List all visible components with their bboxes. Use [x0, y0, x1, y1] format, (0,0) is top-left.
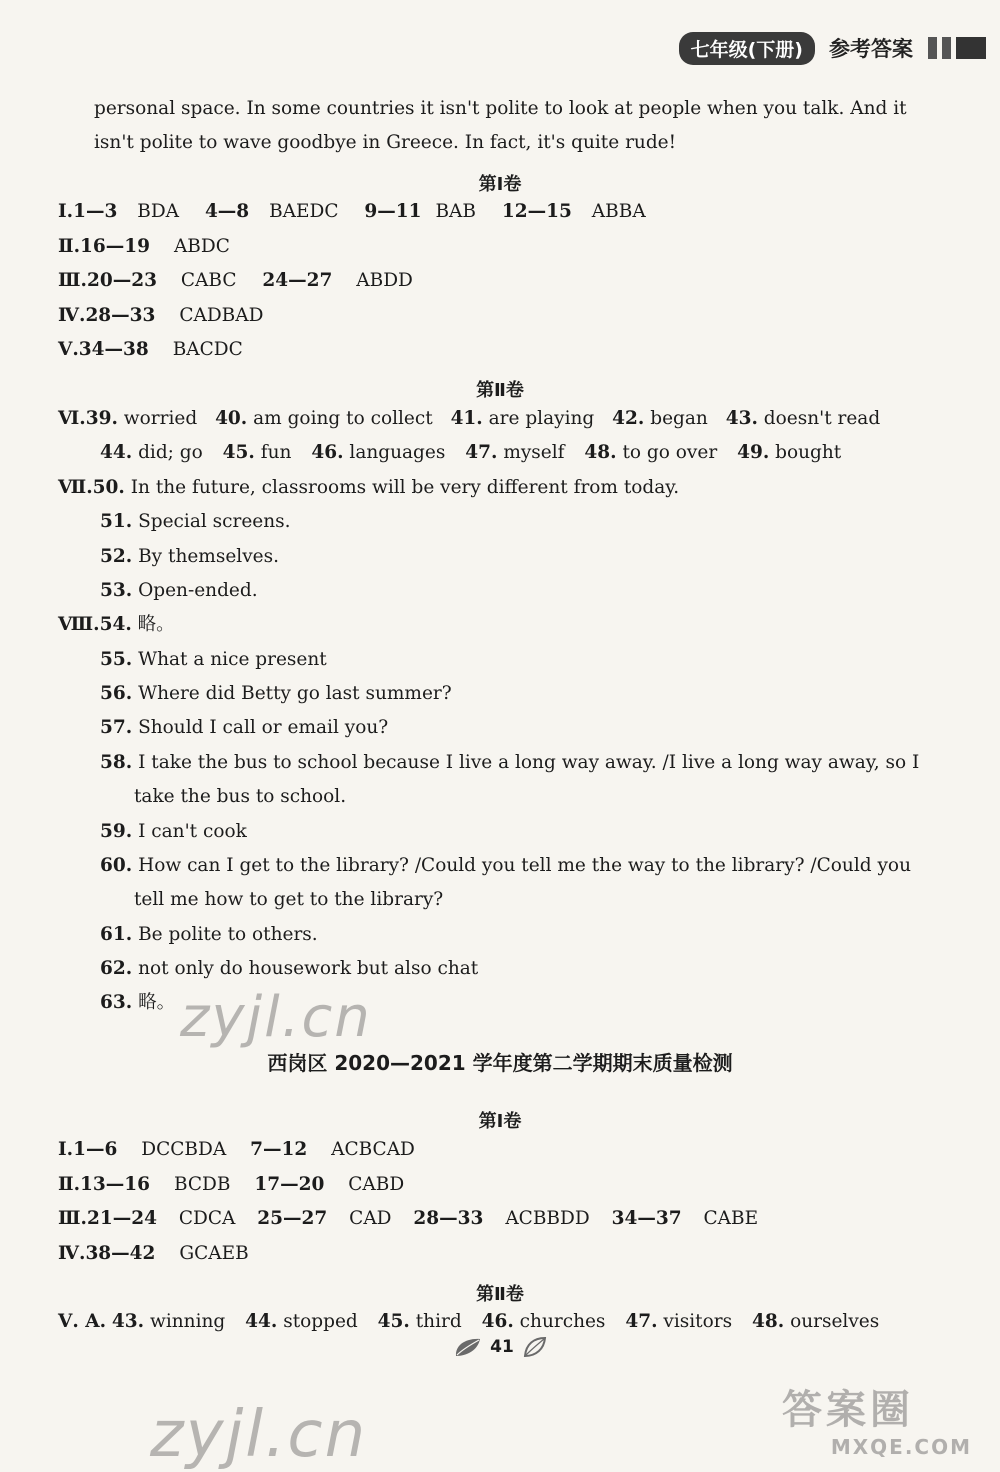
item-number: 56.: [100, 683, 133, 704]
viii-item-62: [100, 960, 478, 979]
answer-row-4: [58, 307, 263, 326]
answers: GCAEB: [179, 1243, 249, 1264]
item-number: 52.: [100, 546, 133, 567]
item-number: 46.: [481, 1311, 514, 1332]
roman-label: Ⅲ.: [58, 270, 87, 291]
item-number: 41.: [450, 408, 483, 429]
item-answer: Where did Betty go last summer?: [138, 683, 452, 704]
roman-label: Ⅳ.: [58, 1243, 86, 1264]
item-number: 51.: [100, 511, 133, 532]
answers: ABDD: [356, 270, 413, 291]
viii-item-56: [100, 685, 452, 704]
item-answer: What a nice present: [138, 649, 327, 670]
item-number: 43.: [725, 408, 758, 429]
roman-label: Ⅱ.: [58, 1174, 81, 1195]
viii-item-61: [100, 926, 318, 945]
answers: ABDC: [173, 236, 230, 257]
page-footer: [0, 1336, 1000, 1358]
item-number: 53.: [100, 580, 133, 601]
exam-row-1: [58, 1141, 415, 1160]
answers: CABE: [703, 1208, 759, 1229]
item-answer: did; go: [138, 442, 203, 463]
answers: CAD: [349, 1208, 392, 1229]
viii-item-59: [100, 823, 247, 842]
viii-item-58-cont: take the bus to school.: [134, 786, 347, 807]
roman-label: Ⅳ.: [58, 305, 86, 326]
item-answer: winning: [150, 1311, 226, 1332]
vii-item-53: [100, 582, 258, 601]
item-answer: stopped: [283, 1311, 358, 1332]
answers: CDCA: [178, 1208, 236, 1229]
range: 1—3: [73, 201, 118, 222]
page-header: [679, 30, 986, 66]
range: 25—27: [257, 1208, 328, 1229]
range: 28—33: [413, 1208, 484, 1229]
site-stamp-logo: [782, 1378, 982, 1458]
range: 34—38: [78, 339, 149, 360]
viii-item-54: [58, 616, 175, 635]
answers: DCCBDA: [141, 1139, 227, 1160]
roman-label: Ⅴ.: [58, 339, 79, 360]
item-number: 55.: [100, 649, 133, 670]
viii-item-60: [100, 857, 911, 876]
item-answer: Should I call or email you?: [138, 717, 389, 738]
item-number: 42.: [612, 408, 645, 429]
vii-item-52: [100, 548, 279, 567]
roman-label: Ⅱ.: [58, 236, 81, 257]
item-number: 62.: [100, 958, 133, 979]
answers: CADBAD: [179, 305, 264, 326]
answers: BDA: [137, 201, 180, 222]
range: 17—20: [254, 1174, 325, 1195]
range: 13—16: [80, 1174, 151, 1195]
item-number: 60.: [100, 855, 133, 876]
exam-v-row: [58, 1313, 879, 1332]
item-answer: Open-ended.: [138, 580, 258, 601]
item-answer: am going to collect: [253, 408, 433, 429]
item-answer: myself: [503, 442, 565, 463]
answers: CABC: [180, 270, 237, 291]
answers: ACBCAD: [331, 1139, 415, 1160]
item-answer: 略。: [137, 614, 175, 635]
grade-label: 七年级(下册): [679, 32, 815, 65]
item-answer: 略。: [138, 992, 176, 1013]
item-answer: In the future, classrooms will be very different from today.: [130, 477, 680, 498]
answers: CABD: [348, 1174, 405, 1195]
item-answer: are playing: [488, 408, 595, 429]
item-answer: not only do housework but also chat: [138, 958, 479, 979]
item-answer: bought: [775, 442, 842, 463]
answers: BCDB: [173, 1174, 231, 1195]
item-number: 45.: [377, 1311, 410, 1332]
intro-line-2: isn't polite to wave goodbye in Greece. In fact, it's quite rude!: [94, 132, 677, 153]
item-number: 49.: [737, 442, 770, 463]
item-answer: doesn't read: [763, 408, 881, 429]
item-number: 44.: [245, 1311, 278, 1332]
answer-row-5: [58, 341, 243, 360]
item-answer: Special screens.: [138, 511, 291, 532]
item-number: 59.: [100, 821, 133, 842]
item-answer: worried: [123, 408, 198, 429]
item-answer: How can I get to the library? /Could you tell me the way to the library? /Could you: [138, 855, 911, 876]
answer-row-1: [58, 203, 646, 222]
roman-label: Ⅰ.: [58, 201, 74, 222]
exam-title: 西岗区 2020—2021 学年度第二学期期末质量检测: [267, 1051, 733, 1075]
header-title: 参考答案: [829, 37, 913, 61]
item-answer: fun: [260, 442, 292, 463]
viii-item-58: [100, 754, 919, 773]
item-number: 40.: [215, 408, 248, 429]
leaf-right-icon: [522, 1336, 548, 1358]
answer-row-3: [58, 272, 413, 291]
range: 20—23: [86, 270, 157, 291]
vi-row-1: [58, 410, 880, 429]
item-number: 57.: [100, 717, 133, 738]
stamp-bottom-text: MXQE.COM: [830, 1435, 972, 1459]
roman-label: Ⅶ.: [58, 477, 93, 498]
item-number: 58.: [100, 752, 133, 773]
watermark-mid: zyjl.cn: [180, 985, 372, 1050]
answers: BACDC: [172, 339, 243, 360]
item-number: 50.: [92, 477, 125, 498]
item-answer: began: [650, 408, 708, 429]
range: 1—6: [73, 1139, 118, 1160]
range: 9—11: [364, 201, 422, 222]
range: 12—15: [501, 201, 572, 222]
answers: ABBA: [591, 201, 646, 222]
item-number: 61.: [100, 924, 133, 945]
item-answer: I take the bus to school because I live a long way away. /I live a long way away, so I: [138, 752, 920, 773]
range: 4—8: [204, 201, 250, 222]
part2-title: 第Ⅱ卷: [476, 380, 524, 401]
item-number: 47.: [625, 1311, 658, 1332]
vii-item-51: [100, 513, 291, 532]
item-number: 44.: [100, 442, 133, 463]
item-number: 39.: [85, 408, 118, 429]
range: 34—37: [611, 1208, 682, 1229]
viii-item-55: [100, 651, 327, 670]
roman-label: Ⅰ.: [58, 1139, 74, 1160]
leaf-left-icon: [452, 1336, 482, 1358]
range: 38—42: [85, 1243, 156, 1264]
item-answer: visitors: [663, 1311, 733, 1332]
intro-line-1: personal space. In some countries it isn't polite to look at people when you talk. And it: [94, 98, 907, 119]
answers: ACBBDD: [505, 1208, 590, 1229]
exam-row-4: [58, 1245, 249, 1264]
answers: BAB: [435, 201, 476, 222]
range: 28—33: [85, 305, 156, 326]
viii-item-57: [100, 719, 388, 738]
item-answer: languages: [349, 442, 446, 463]
roman-label: Ⅷ.: [58, 614, 100, 635]
answers: BAEDC: [269, 201, 339, 222]
item-number: 54.: [99, 614, 132, 635]
exam-row-3: [58, 1210, 758, 1229]
item-number: 48.: [584, 442, 617, 463]
vii-item-50: [58, 479, 679, 498]
page-number: 41: [490, 1337, 514, 1357]
vi-row-2: [100, 444, 841, 463]
exam-part2-title: 第Ⅱ卷: [476, 1284, 524, 1305]
item-answer: Be polite to others.: [138, 924, 318, 945]
item-number: 45.: [222, 442, 255, 463]
watermark-bottom: zyjl.cn: [150, 1398, 368, 1472]
item-answer: third: [415, 1311, 462, 1332]
viii-item-60-cont: tell me how to get to the library?: [134, 889, 444, 910]
roman-label: Ⅲ.: [58, 1208, 87, 1229]
item-answer: ourselves: [790, 1311, 880, 1332]
exam-row-2: [58, 1176, 404, 1195]
item-number: 63.: [100, 992, 133, 1013]
range: 16—19: [80, 236, 151, 257]
part1-title: 第Ⅰ卷: [478, 174, 522, 195]
item-answer: By themselves.: [138, 546, 279, 567]
item-answer: churches: [519, 1311, 606, 1332]
roman-label: Ⅴ. A.: [58, 1311, 107, 1332]
header-decoration: [923, 37, 986, 59]
roman-label: Ⅵ.: [58, 408, 86, 429]
item-number: 43.: [111, 1311, 145, 1332]
item-answer: I can't cook: [138, 821, 247, 842]
exam-part1-title: 第Ⅰ卷: [478, 1111, 522, 1132]
item-number: 48.: [752, 1311, 785, 1332]
range: 24—27: [262, 270, 333, 291]
item-number: 47.: [465, 442, 498, 463]
stamp-top-text: 答案圈: [782, 1387, 914, 1433]
viii-item-63: [100, 994, 175, 1013]
item-answer: to go over: [622, 442, 718, 463]
range: 21—24: [86, 1208, 157, 1229]
range: 7—12: [250, 1139, 308, 1160]
answer-row-2: [58, 238, 230, 257]
item-number: 46.: [311, 442, 344, 463]
